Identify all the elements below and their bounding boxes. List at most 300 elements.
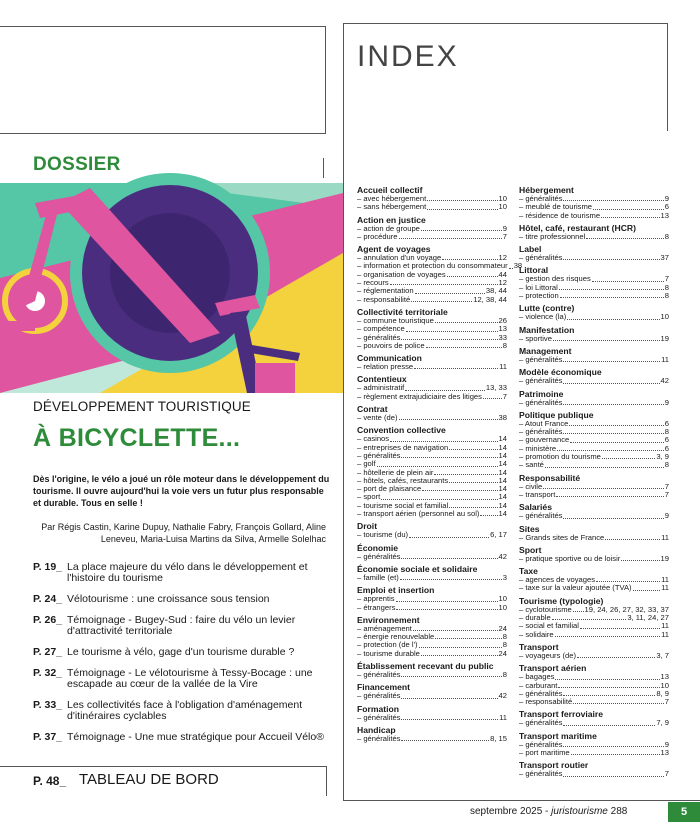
index-entry-pages: 12, 38, 44: [473, 294, 507, 304]
index-entry-leader: [573, 698, 664, 704]
index-category: Environnement: [357, 614, 420, 625]
index-category: Hébergement: [519, 185, 574, 195]
index-entry-leader: [422, 485, 497, 491]
index-entry-leader: [560, 292, 664, 298]
index-entry[interactable]: [357, 692, 507, 700]
index-entry[interactable]: [519, 512, 669, 520]
index-entry-pages: 7: [502, 391, 507, 401]
index-entry-pages: 7: [664, 274, 669, 284]
index-entry-label: – bagages: [519, 672, 555, 682]
index-entry-label: – réglementation: [357, 286, 414, 296]
index-entry[interactable]: [519, 584, 669, 592]
index-entry-leader: [563, 356, 660, 362]
index-entry-pages: 9: [664, 739, 669, 749]
index-entry-label: – durable: [519, 613, 551, 623]
index-entry-label: – agences de voyages: [519, 575, 595, 585]
index-entry-pages: 13: [660, 672, 669, 682]
index-entry-label: – tourisme durable: [357, 648, 420, 658]
index-category: Littoral: [519, 265, 549, 276]
index-entry-pages: 14: [498, 459, 507, 469]
index-entry-label: – hôtels, cafés, restaurants: [357, 475, 449, 485]
index-entry[interactable]: [519, 377, 669, 385]
index-entry-leader: [553, 335, 660, 341]
index-entry-pages: 8: [664, 282, 669, 292]
index-entry-pages: 8, 15: [490, 733, 507, 743]
index-entry-label: – généralités: [519, 511, 563, 521]
index-entry-pages: 8, 9: [656, 688, 669, 698]
index-entry-leader: [401, 714, 498, 720]
index-category: Accueil collectif: [357, 185, 423, 195]
index-entry[interactable]: [519, 313, 669, 321]
index-entry[interactable]: [357, 714, 507, 722]
index-entry-pages: 42: [660, 376, 669, 386]
toc-title: Le tourisme à vélo, gage d'un tourisme durable ?: [67, 646, 295, 658]
index-entry-label: – taxe sur la valeur ajoutée (TVA): [519, 583, 632, 593]
index-entry-label: – généralités: [357, 712, 401, 722]
index-entry[interactable]: [519, 631, 669, 639]
index-entry-pages: 9: [664, 397, 669, 407]
index-entry-label: – compétence: [357, 324, 405, 334]
index-entry-pages: 14: [498, 450, 507, 460]
index-entry[interactable]: [519, 534, 669, 542]
index-category: Taxe: [519, 566, 538, 577]
index-entry-label: – généralités: [357, 733, 401, 743]
toc-item[interactable]: [33, 668, 333, 690]
index-entry-pages: 19, 24, 26, 27, 32, 33, 37: [584, 604, 669, 614]
index-entry[interactable]: [357, 650, 507, 658]
index-entry[interactable]: [357, 342, 507, 350]
index-entry-leader: [390, 435, 497, 441]
index-entry-pages: 3, 11, 24, 27: [627, 613, 669, 623]
index-category: Formation: [357, 703, 400, 714]
index-entry-leader: [442, 254, 497, 260]
index-entry[interactable]: [519, 356, 669, 364]
index-entry-label: – ministère: [519, 443, 557, 453]
index-entry-label: – tourisme (du): [357, 530, 409, 540]
index-category: Hôtel, café, restaurant (HCR): [519, 222, 636, 233]
index-entry-leader: [545, 461, 664, 467]
toc-page: P. 26_: [33, 614, 63, 626]
index-entry-leader: [414, 363, 498, 369]
toc-title: Les collectivités face à l'obligation d'aménagement d'itinéraires cyclables: [67, 699, 303, 722]
index-entry-pages: 19: [660, 333, 669, 343]
index-entry-label: – généralités: [519, 354, 563, 364]
index-entry-label: – vente (de): [357, 413, 398, 423]
index-entry-leader: [409, 531, 489, 537]
index-entry-label: – annulation d'un voyage: [357, 253, 442, 263]
index-entry-leader: [571, 749, 660, 755]
toc-item[interactable]: [33, 594, 333, 605]
footer-issue: 288: [607, 806, 628, 817]
index-entry-pages: 37: [660, 253, 669, 263]
index-category: Établissement recevant du public: [357, 660, 494, 671]
index-entry-pages: 9: [502, 223, 507, 233]
index-entry-pages: 7: [664, 489, 669, 499]
index-entry[interactable]: [357, 531, 507, 539]
tableau-divider: [0, 766, 326, 767]
index-entry-pages: 3, 7: [656, 650, 669, 660]
index-entry-label: – généralités: [519, 253, 563, 263]
index-entry-leader: [563, 719, 655, 725]
index-entry-leader: [435, 633, 502, 639]
index-entry-leader: [405, 384, 485, 390]
index-entry-label: – carburant: [519, 680, 558, 690]
index-entry-leader: [555, 631, 660, 637]
toc-page: P. 19_: [33, 561, 63, 573]
index-entry-pages: 13: [660, 747, 669, 757]
index-entry-leader: [411, 296, 472, 302]
index-entry-pages: 13: [498, 324, 507, 334]
index-entry-leader: [558, 682, 659, 688]
index-entry-leader: [563, 399, 663, 405]
index-entry-leader: [415, 287, 485, 293]
index-entry-leader: [396, 604, 497, 610]
index-entry-label: – casinos: [357, 434, 390, 444]
index-entry-label: – transport aérien (personnel au sol): [357, 509, 480, 519]
index-entry-leader: [563, 254, 659, 260]
index-entry-label: – santé: [519, 460, 544, 470]
index-entry-label: – généralités: [519, 427, 563, 437]
index-entry[interactable]: [357, 203, 507, 211]
index-entry-leader: [621, 555, 659, 561]
index-entry-label: – golf: [357, 459, 376, 469]
index-category: Label: [519, 244, 542, 255]
index-entry-pages: 14: [498, 434, 507, 444]
index-entry-label: – famille (et): [357, 572, 399, 582]
index-category: Convention collective: [357, 425, 446, 436]
index-category: Action en justice: [357, 214, 426, 225]
page-footer: [470, 806, 627, 817]
index-entry-leader: [592, 275, 664, 281]
index-entry[interactable]: [357, 452, 507, 460]
index-entry-label: – avec hébergement: [357, 194, 427, 203]
index-entry-leader: [419, 641, 502, 647]
index-entry[interactable]: [357, 393, 507, 401]
index-entry-label: – sport: [357, 492, 381, 502]
index-category: Financement: [357, 682, 411, 693]
index-entry-leader: [563, 195, 663, 201]
index-entry-label: – protection (de l'): [357, 640, 418, 650]
index-entry-pages: 6: [664, 418, 669, 428]
index-category: Contrat: [357, 404, 388, 415]
index-entry-leader: [596, 576, 660, 582]
index-entry-pages: 8: [664, 427, 669, 437]
index-entry-label: – énergie renouvelable: [357, 632, 435, 642]
index-entry-label: – généralités: [519, 194, 563, 203]
index-entry-leader: [377, 460, 498, 466]
index-entry-leader: [449, 502, 497, 508]
index-entry-label: – généralités: [357, 691, 401, 701]
index-entry-label: – généralités: [357, 551, 401, 561]
index-entry-label: – promotion du tourisme: [519, 452, 601, 462]
index-entry-pages: 7: [664, 769, 669, 779]
bicycle-illustration: [0, 183, 343, 393]
index-entry[interactable]: [519, 770, 669, 778]
index-entry-leader: [427, 195, 497, 201]
index-entry-label: – solidaire: [519, 629, 554, 639]
index-entry-label: – généralités: [519, 739, 563, 749]
index-category: Contentieux: [357, 374, 407, 385]
index-entry-pages: 10: [498, 194, 507, 203]
index-category: Manifestation: [519, 324, 575, 335]
index-entry-label: – port de plaisance: [357, 484, 422, 494]
index-entry[interactable]: [519, 555, 669, 563]
index-entry[interactable]: [519, 399, 669, 407]
index-entry[interactable]: [357, 363, 507, 371]
index-entry-label: – civile: [519, 481, 543, 491]
index-entry[interactable]: [519, 292, 669, 300]
index-category: Droit: [357, 521, 378, 532]
article-authors: Par Régis Castin, Karine Dupuy, Nathalie Fabry, François Gollard, Aline Leneveu, Maria-Luisa Martins da Silva, Armelle Solelhac: [41, 522, 326, 544]
index-entry-leader: [399, 414, 498, 420]
toc-page: P. 33_: [33, 699, 63, 711]
index-category: Emploi et insertion: [357, 585, 435, 596]
article-headline: À BICYCLETTE...: [33, 424, 241, 452]
toc-page: P. 32_: [33, 667, 63, 679]
index-category: Salariés: [519, 502, 552, 513]
index-title: INDEX: [357, 40, 459, 73]
index-entry[interactable]: [519, 212, 669, 220]
index-entry[interactable]: [519, 491, 669, 499]
toc-item[interactable]: [33, 647, 333, 658]
article-lead: Dès l'origine, le vélo a joué un rôle moteur dans le développement du tourisme. Il ouvre aujourd'hui la voie vers un futur plus responsable et durable. Tous en selle !: [33, 474, 330, 508]
index-column-right: [519, 182, 669, 779]
index-category: Communication: [357, 353, 422, 364]
index-entry-label: – généralités: [519, 376, 563, 386]
index-entry-pages: 11: [661, 583, 669, 593]
index-entry-leader: [480, 510, 497, 516]
index-entry-label: – recours: [357, 278, 389, 288]
index-entry-pages: 10: [498, 594, 507, 604]
index-entry-label: – généralités: [519, 688, 563, 698]
index-entry[interactable]: [519, 749, 669, 757]
index-entry-label: – commune touristique: [357, 315, 434, 325]
index-entry-label: – procédure: [357, 231, 398, 241]
index-entry-leader: [401, 692, 497, 698]
index-entry-pages: 33: [498, 332, 507, 342]
index-entry-pages: 13: [660, 210, 669, 220]
index-entry-pages: 8: [502, 640, 507, 650]
index-entry-pages: 7: [664, 481, 669, 491]
index-entry-leader: [573, 606, 584, 612]
index-entry-label: – généralités: [519, 769, 563, 779]
index-entry-leader: [543, 483, 664, 489]
index-entry[interactable]: [357, 671, 507, 679]
index-entry-pages: 12: [498, 253, 507, 263]
index-entry-pages: 38: [498, 413, 507, 423]
index-entry[interactable]: [519, 719, 669, 727]
index-entry-leader: [381, 493, 497, 499]
index-entry-leader: [559, 284, 664, 290]
index-entry-label: – pratique sportive ou de loisir: [519, 553, 621, 563]
index-column-left: [357, 182, 523, 743]
index-category: Transport ferroviaire: [519, 709, 604, 720]
index-entry-pages: 11: [661, 532, 669, 542]
index-entry-pages: 8: [664, 460, 669, 470]
index-category: Agent de voyages: [357, 244, 431, 255]
index-entry-label: – cyclotourisme: [519, 604, 572, 614]
index-entry-label: – résidence de tourisme: [519, 210, 601, 220]
index-entry-label: – action de groupe: [357, 223, 420, 233]
index-entry-label: – aménagement: [357, 623, 412, 633]
index-entry[interactable]: [357, 735, 507, 743]
toc-item[interactable]: [33, 732, 333, 743]
index-entry-pages: 44: [498, 269, 507, 279]
index-entry-pages: 7, 9: [656, 718, 669, 728]
index-category: Tourisme (typologie): [519, 595, 604, 606]
index-entry-pages: 42: [498, 551, 507, 561]
index-entry-pages: 14: [498, 500, 507, 510]
index-entry-pages: 6: [664, 435, 669, 445]
index-entry-leader: [421, 650, 498, 656]
index-entry-label: – sportive: [519, 333, 552, 343]
index-entry-leader: [563, 770, 663, 776]
index-entry[interactable]: [357, 414, 507, 422]
index-entry-pages: 14: [498, 442, 507, 452]
index-entry-pages: 11: [661, 629, 669, 639]
top-left-frame: [0, 26, 326, 134]
index-entry-pages: 10: [498, 602, 507, 612]
index-category: Transport: [519, 641, 559, 652]
index-entry-pages: 3, 9: [656, 452, 669, 462]
index-entry-pages: 11: [499, 362, 507, 372]
dossier-tick: [323, 158, 324, 178]
index-entry-leader: [421, 225, 502, 231]
index-entry-leader: [593, 203, 664, 209]
index-entry-label: – port maritime: [519, 747, 570, 757]
tableau-title: TABLEAU DE BORD: [79, 771, 219, 788]
index-entry-leader: [567, 313, 659, 319]
index-entry-pages: 8: [502, 340, 507, 350]
index-entry-label: – pouvoirs de police: [357, 340, 425, 350]
bicycle-illustration-svg: [0, 183, 343, 393]
index-entry[interactable]: [357, 553, 507, 561]
toc-item[interactable]: [33, 562, 333, 584]
index-entry-leader: [427, 203, 497, 209]
page-number: 5: [668, 802, 700, 822]
footer-journal: juristourisme: [551, 806, 608, 817]
index-entry-label: – généralités: [519, 718, 563, 728]
index-entry-label: – règlement extrajudiciaire des litiges: [357, 391, 482, 401]
toc-item[interactable]: [33, 615, 333, 637]
footer-rule: [343, 800, 700, 801]
toc-page: P. 37_: [33, 731, 63, 743]
index-entry[interactable]: [519, 698, 669, 706]
index-entry-label: – voyageurs (de): [519, 650, 576, 660]
index-entry-label: – meublé de tourisme: [519, 202, 593, 212]
index-entry-pages: 6: [664, 202, 669, 212]
index-entry-label: – tourisme social et familial: [357, 500, 449, 510]
index-entry-leader: [570, 436, 664, 442]
index-entry-pages: 14: [498, 484, 507, 494]
index-entry[interactable]: [357, 296, 507, 304]
index-entry-pages: 38: [513, 261, 523, 271]
index-category: Sport: [519, 544, 542, 555]
index-entry-pages: 24: [498, 648, 507, 658]
index-entry-leader: [449, 477, 497, 483]
index-entry-label: – administratif: [357, 383, 405, 393]
index-entry[interactable]: [519, 335, 669, 343]
index-entry-label: – gouvernance: [519, 435, 570, 445]
toc-title: Témoignage - Bugey-Sud : faire du vélo un levier d'attractivité territoriale: [67, 614, 296, 637]
index-entry-label: – apprentis: [357, 594, 395, 604]
toc-page: P. 27_: [33, 646, 63, 658]
index-entry-leader: [401, 334, 497, 340]
index-entry-label: – violence (la): [519, 312, 567, 322]
index-entry-label: – hôtellerie de plein air: [357, 467, 434, 477]
index-entry-label: – généralités: [519, 397, 563, 407]
index-entry-label: – titre professionnel: [519, 231, 586, 241]
index-entry-pages: 10: [498, 202, 507, 212]
index-entry-leader: [449, 444, 497, 450]
index-entry-label: – sans hébergement: [357, 202, 427, 212]
index-entry-label: – Grands sites de France: [519, 532, 605, 542]
index-entry-leader: [434, 469, 497, 475]
index-entry-label: – généralités: [357, 669, 401, 679]
index-entry-leader: [447, 271, 498, 277]
index-entry-leader: [557, 445, 664, 451]
index-entry-leader: [577, 652, 655, 658]
index-entry-leader: [580, 622, 660, 628]
index-entry[interactable]: [519, 254, 669, 262]
index-entry[interactable]: [519, 652, 669, 660]
index-category: Patrimoine: [519, 388, 564, 399]
index-divider: [343, 130, 344, 800]
index-entry-leader: [509, 262, 513, 268]
index-entry-label: – généralités: [357, 332, 401, 342]
tableau-de-bord-link[interactable]: [33, 771, 219, 788]
index-entry[interactable]: [519, 461, 669, 469]
index-entry[interactable]: [357, 233, 507, 241]
toc-item[interactable]: [33, 700, 333, 722]
index-entry-leader: [406, 325, 498, 331]
index-entry-pages: 10: [660, 312, 669, 322]
index-entry-pages: 14: [498, 492, 507, 502]
index-entry-pages: 8: [502, 632, 507, 642]
toc-title: Témoignage - Une mue stratégique pour Accueil Vélo®: [67, 731, 324, 743]
index-entry-pages: 19: [660, 553, 669, 563]
index-entry-pages: 11: [661, 621, 669, 631]
index-entry-leader: [401, 553, 497, 559]
index-entry-leader: [483, 393, 502, 399]
index-entry[interactable]: [357, 604, 507, 612]
index-category: Sites: [519, 523, 540, 534]
index-entry-pages: 7: [664, 697, 669, 707]
index-category: Handicap: [357, 724, 396, 735]
tableau-page: P. 48_: [33, 774, 67, 788]
index-entry-pages: 24: [498, 623, 507, 633]
index-entry-pages: 13, 33: [485, 383, 507, 393]
index-entry-pages: 14: [498, 475, 507, 485]
index-entry[interactable]: [519, 233, 669, 241]
index-entry-leader: [401, 671, 501, 677]
index-entry-leader: [555, 673, 659, 679]
index-entry-label: – social et familial: [519, 621, 579, 631]
index-entry-label: – relation presse: [357, 362, 414, 372]
index-entry-leader: [605, 534, 660, 540]
index-entry[interactable]: [357, 574, 507, 582]
index-entry-pages: 8: [664, 291, 669, 301]
index-entry[interactable]: [357, 510, 507, 518]
index-entry-pages: 26: [498, 315, 507, 325]
index-entry-pages: 9: [664, 511, 669, 521]
index-entry-label: – Atout France: [519, 418, 569, 428]
index-entry-label: – organisation de voyages: [357, 269, 446, 279]
index-entry-pages: 9: [664, 194, 669, 203]
toc-title: Vélotourisme : une croissance sous tension: [67, 593, 270, 605]
index-category: Économie: [357, 542, 399, 553]
index-entry-leader: [563, 690, 655, 696]
